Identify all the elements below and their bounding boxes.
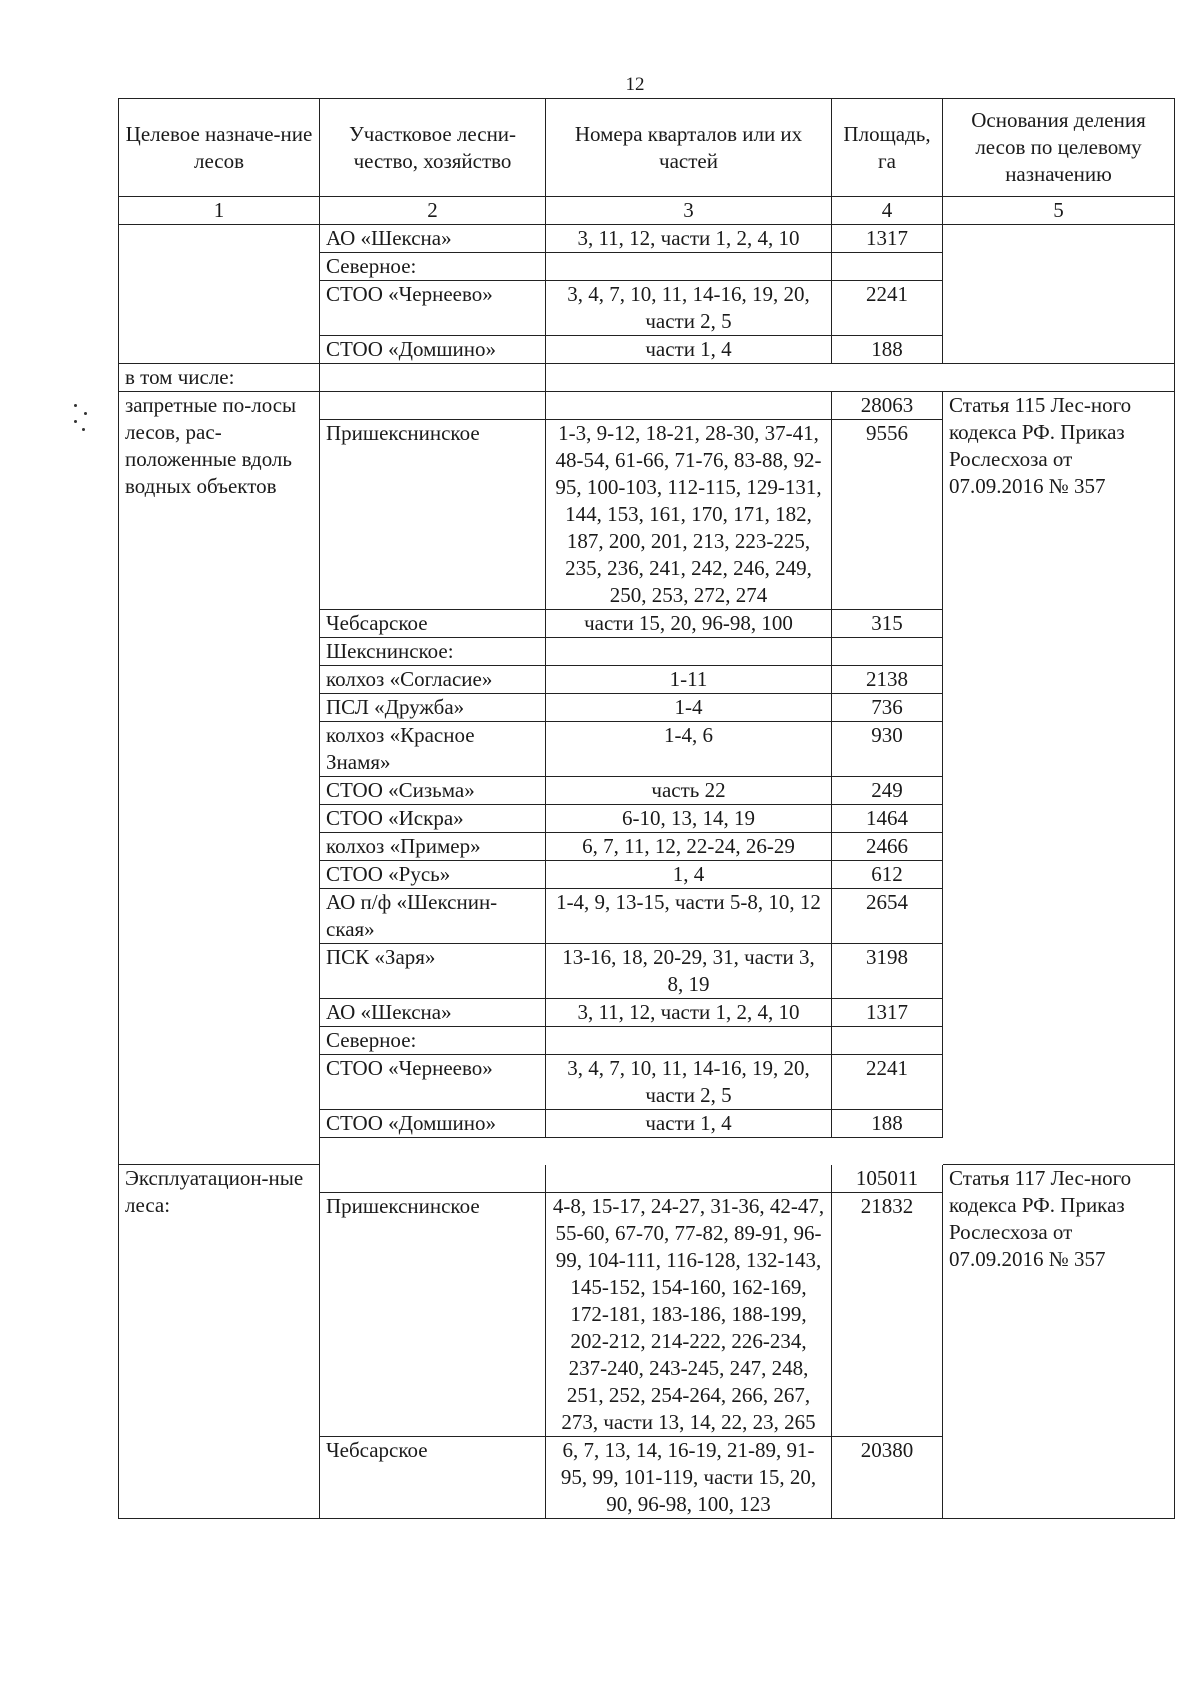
forestry-unit: Пришекснинское: [320, 1193, 546, 1437]
header-area: Площадь, га: [832, 99, 943, 197]
area-value: 612: [832, 861, 943, 889]
quarter-numbers: 1-3, 9-12, 18-21, 28-30, 37-41, 48-54, 61-66, 71-76, 83-88, 92-95, 100-103, 112-115, 129-131, 144, 153, 161, 170, 171, 182, 187, 200, 201, 213, 223-225, 235, 236, 241, 242, 246, 249, 250, 253, 272, 274: [546, 420, 832, 610]
forestry-unit: СТОО «Чернеево»: [320, 1055, 546, 1110]
quarter-numbers: 6-10, 13, 14, 19: [546, 805, 832, 833]
quarter-numbers: 1-4: [546, 694, 832, 722]
header-basis: Основания деления лесов по целевому назначению: [943, 99, 1175, 197]
area-value: 188: [832, 336, 943, 364]
forestry-unit: СТОО «Русь»: [320, 861, 546, 889]
forestry-unit: ПСК «Заря»: [320, 944, 546, 999]
quarter-numbers: части 1, 4: [546, 1110, 832, 1138]
forestry-unit: СТОО «Чернеево»: [320, 281, 546, 336]
forestry-unit: АО «Шексна»: [320, 225, 546, 253]
area-value: 1317: [832, 225, 943, 253]
quarter-numbers: часть 22: [546, 777, 832, 805]
quarter-numbers: 1-11: [546, 666, 832, 694]
scan-artifact: [74, 420, 77, 423]
area-value: 9556: [832, 420, 943, 610]
quarter-numbers: 1-4, 6: [546, 722, 832, 777]
forestry-unit: СТОО «Домшино»: [320, 1110, 546, 1138]
area-value: [832, 638, 943, 666]
empty-cell: [546, 392, 832, 420]
quarter-numbers: [546, 253, 832, 281]
empty-cell: [320, 364, 546, 392]
area-value: 736: [832, 694, 943, 722]
area-value: 249: [832, 777, 943, 805]
column-number: 4: [832, 197, 943, 225]
forestry-unit: колхоз «Красное Знамя»: [320, 722, 546, 777]
area-value: [832, 1027, 943, 1055]
quarter-numbers: 3, 4, 7, 10, 11, 14-16, 19, 20, части 2, 5: [546, 281, 832, 336]
empty-cell: [546, 364, 1175, 392]
forestry-unit: Шекснинское:: [320, 638, 546, 666]
legal-basis: Статья 115 Лес-ного кодекса РФ. Приказ Рослесхоза от 07.09.2016 № 357: [943, 392, 1175, 1165]
legal-basis: Статья 117 Лес-ного кодекса РФ. Приказ Рослесхоза от 07.09.2016 № 357: [943, 1165, 1175, 1519]
quarter-numbers: 1-4, 9, 13-15, части 5-8, 10, 12: [546, 889, 832, 944]
quarter-numbers: части 1, 4: [546, 336, 832, 364]
column-number: 1: [119, 197, 320, 225]
forestry-unit: Пришекснинское: [320, 420, 546, 610]
forestry-unit: СТОО «Домшино»: [320, 336, 546, 364]
scan-artifact: [82, 428, 85, 431]
header-quarters: Номера кварталов или их частей: [546, 99, 832, 197]
area-value: 315: [832, 610, 943, 638]
area-value: 2138: [832, 666, 943, 694]
forestry-unit: ПСЛ «Дружба»: [320, 694, 546, 722]
including-label: в том числе:: [119, 364, 320, 392]
scan-artifact: [84, 412, 87, 415]
forestry-unit: Северное:: [320, 1027, 546, 1055]
quarter-numbers: [546, 1027, 832, 1055]
column-number: 2: [320, 197, 546, 225]
forestry-unit: Чебсарское: [320, 1437, 546, 1519]
quarter-numbers: 6, 7, 11, 12, 22-24, 26-29: [546, 833, 832, 861]
area-value: 1317: [832, 999, 943, 1027]
quarter-numbers: 3, 11, 12, части 1, 2, 4, 10: [546, 225, 832, 253]
forestry-unit: колхоз «Согласие»: [320, 666, 546, 694]
quarter-numbers: [546, 638, 832, 666]
page-number: 12: [625, 74, 645, 95]
forestry-unit: АО п/ф «Шекснин-ская»: [320, 889, 546, 944]
area-value: 188: [832, 1110, 943, 1138]
forestry-unit: СТОО «Сизьма»: [320, 777, 546, 805]
empty-cell: [320, 392, 546, 420]
area-value: 3198: [832, 944, 943, 999]
empty-cell: [320, 1165, 546, 1193]
total-area: 105011: [832, 1165, 943, 1193]
forestry-unit: Чебсарское: [320, 610, 546, 638]
basis-cell-empty: [943, 225, 1175, 364]
forestry-unit: АО «Шексна»: [320, 999, 546, 1027]
area-value: [832, 253, 943, 281]
forestry-unit: Северное:: [320, 253, 546, 281]
area-value: 2241: [832, 1055, 943, 1110]
quarter-numbers: 1, 4: [546, 861, 832, 889]
quarter-numbers: 6, 7, 13, 14, 16-19, 21-89, 91-95, 99, 101-119, части 15, 20, 90, 96-98, 100, 123: [546, 1437, 832, 1519]
total-area: 28063: [832, 392, 943, 420]
column-number: 3: [546, 197, 832, 225]
forest-purpose-table: [118, 98, 1175, 1519]
area-value: 20380: [832, 1437, 943, 1519]
forestry-unit: колхоз «Пример»: [320, 833, 546, 861]
forestry-unit: СТОО «Искра»: [320, 805, 546, 833]
area-value: 2241: [832, 281, 943, 336]
quarter-numbers: 3, 11, 12, части 1, 2, 4, 10: [546, 999, 832, 1027]
quarter-numbers: части 15, 20, 96-98, 100: [546, 610, 832, 638]
scan-artifact: [74, 404, 77, 407]
purpose-cell-empty: [119, 225, 320, 364]
quarter-numbers: 3, 4, 7, 10, 11, 14-16, 19, 20, части 2, 5: [546, 1055, 832, 1110]
empty-cell: [546, 1165, 832, 1193]
header-purpose: Целевое назначе-ние лесов: [119, 99, 320, 197]
quarter-numbers: 4-8, 15-17, 24-27, 31-36, 42-47, 55-60, 67-70, 77-82, 89-91, 96-99, 104-111, 116-128, 132-143, 145-152, 154-160, 162-169, 172-181, 183-186, 188-199, 202-212, 214-222, 226-234, 237-240, 243-245, 247, 248, 251, 252, 254-264, 266, 267, 273, части 13, 14, 22, 23, 265: [546, 1193, 832, 1437]
column-number: 5: [943, 197, 1175, 225]
area-value: 1464: [832, 805, 943, 833]
area-value: 2466: [832, 833, 943, 861]
header-forestry-unit: Участковое лесни-чество, хозяйство: [320, 99, 546, 197]
purpose-zapretnye: запретные по-лосы лесов, рас-положенные вдоль водных объектов: [119, 392, 320, 1165]
area-value: 21832: [832, 1193, 943, 1437]
area-value: 2654: [832, 889, 943, 944]
quarter-numbers: 13-16, 18, 20-29, 31, части 3, 8, 19: [546, 944, 832, 999]
area-value: 930: [832, 722, 943, 777]
purpose-exploitation: Эксплуатацион-ные леса:: [119, 1165, 320, 1519]
